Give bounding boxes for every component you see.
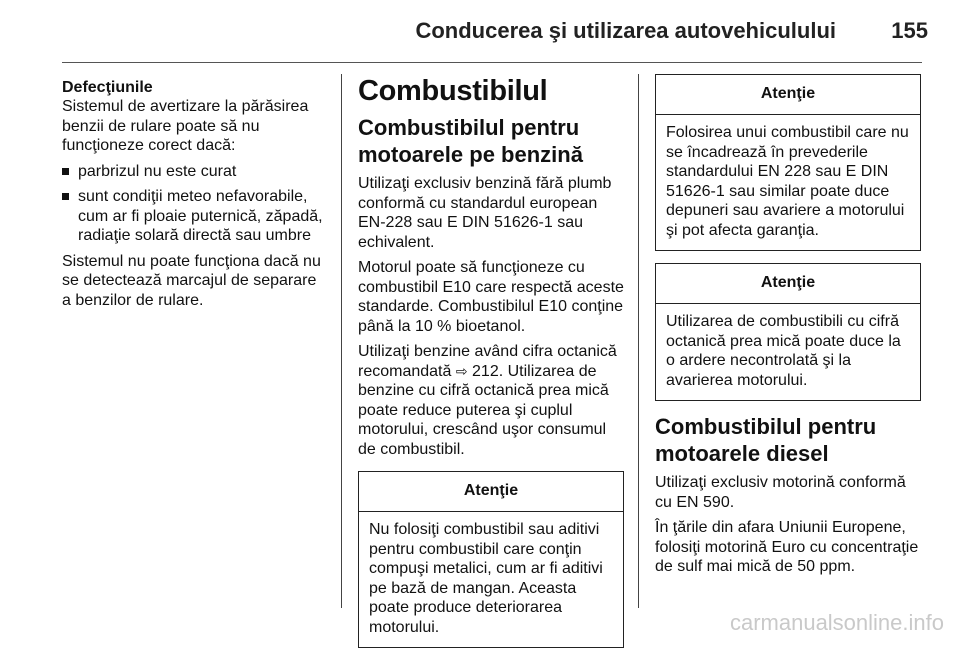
header-title: Conducerea şi utilizarea autovehiculului [415, 18, 836, 43]
page-header [0, 14, 928, 48]
malfunctions-outro: Sistemul nu poate funcţiona dacă nu se detectează marcajul de separare a benzilor de rulare. [62, 252, 321, 309]
warning-title: Atenţie [656, 264, 920, 304]
column-divider-left [341, 74, 342, 608]
diesel-para-1: Utilizaţi exclusiv motorină conformă cu EN 590. [655, 474, 906, 511]
warning-box-standards [655, 74, 921, 251]
right-column [655, 74, 921, 583]
left-column [62, 78, 328, 316]
middle-column [358, 74, 624, 660]
section-title: Combustibilul [358, 75, 548, 107]
warning-title: Atenţie [656, 75, 920, 115]
warning-text: Folosirea unui combustibil care nu se încadrează în prevederile standardului EN 228 sau E DIN 51626-1 sau similar poate duce depuneri sau avariere a motorului şi pot afecta garanţia. [666, 124, 909, 239]
octane-text-before: Utilizaţi benzine având cifra octanică recomandată [358, 343, 617, 380]
diesel-para-2: În ţările din afara Uniunii Europene, folosiţi motorină Euro cu concentraţie de sulf mai mică de 50 ppm. [655, 519, 919, 575]
page-reference-icon[interactable]: ⇨ [455, 362, 468, 379]
warning-text: Utilizarea de combustibili cu cifră octanică prea mică poate duce la o ardere necontrolată şi la avarierea motorului. [666, 313, 901, 389]
watermark: carmanualsonline.info [729, 610, 944, 635]
column-divider-right [638, 74, 639, 608]
malfunctions-list [62, 162, 328, 246]
warning-text: Nu folosiţi combustibil sau aditivi pentru combustibil care conţin compuşi metalici, cum ar fi aditivi pe bază de mangan. Aceasta poate produce deteriorarea motorului. [369, 521, 603, 636]
malfunctions-intro: Sistemul de avertizare la părăsirea benzii de rulare poate să nu funcţioneze corect dacă: [62, 98, 309, 154]
warning-box-additives [358, 471, 624, 648]
diesel-subsection-title: Combustibilul pentru motoarele diesel [655, 414, 877, 466]
petrol-para-2: Motorul poate să funcţioneze cu combustibil E10 care respectă aceste standarde. Combustibilul E10 conţine până la 10 % bioetanol. [358, 259, 624, 335]
petrol-para-1: Utilizaţi exclusiv benzină fără plumb conformă cu standardul european EN-228 sau E DIN 51626-1 sau echivalent. [358, 175, 612, 251]
list-item: sunt condiţii meteo nefavorabile, cum ar fi ploaie puternică, zăpadă, radiaţie solară directă sau umbre [62, 187, 328, 246]
petrol-subsection-title: Combustibilul pentru motoarele pe benzină [358, 115, 583, 167]
warning-box-octane [655, 263, 921, 401]
malfunctions-heading: Defecţiunile [62, 79, 153, 96]
warning-title: Atenţie [359, 472, 623, 512]
petrol-para-3 [358, 342, 624, 459]
list-item: parbrizul nu este curat [62, 162, 328, 182]
header-divider [62, 62, 922, 63]
octane-text-after: 212. Utilizarea de benzine cu cifră octanică prea mică poate reduce puterea şi cuplul motorului, crescând uşor consumul de combustibil. [358, 362, 609, 458]
page-number: 155 [891, 18, 928, 43]
